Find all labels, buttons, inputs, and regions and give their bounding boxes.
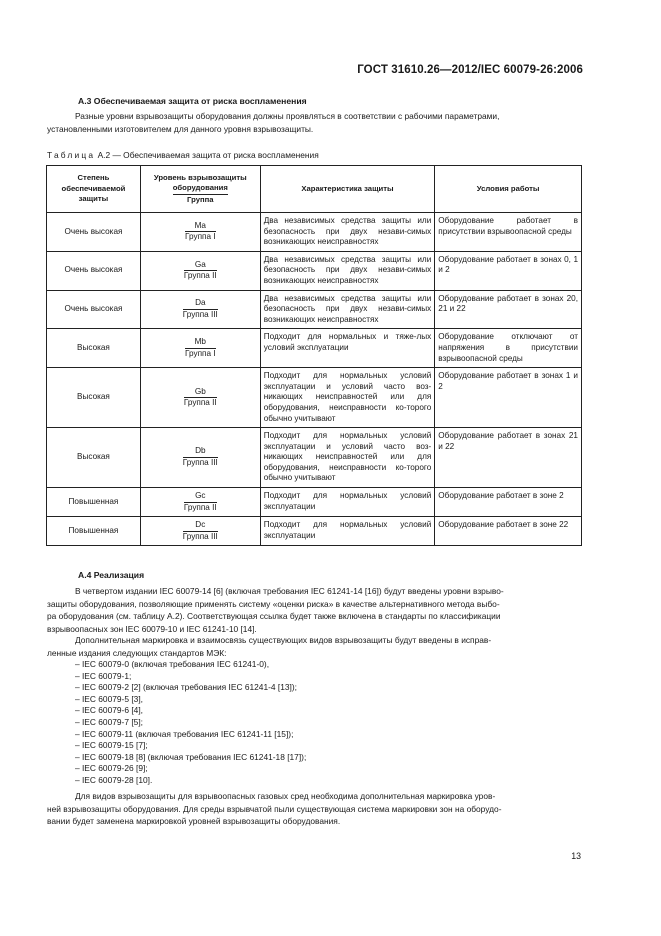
table-row [47, 428, 582, 488]
level-code: Gb [184, 387, 217, 399]
document-header: ГОСТ 31610.26—2012/IEC 60079-26:2006 [357, 64, 583, 76]
list-item: – IEC 60079-2 [2] (включая требования IEC 61241-4 [13]); [75, 682, 297, 693]
cell-conditions: Оборудование работает в зонах 0, 1 и 2 [435, 251, 582, 290]
level-code: Gc [184, 491, 217, 503]
header-level-line1: Уровень взрывозащиты [153, 172, 247, 182]
cell-degree: Очень высокая [47, 290, 141, 329]
table-header-row [47, 166, 582, 213]
level-code: Da [183, 298, 218, 310]
level-code: Ga [184, 260, 217, 272]
list-item: – IEC 60079-11 (включая требования IEC 61241-11 [15]); [75, 728, 294, 739]
level-group: Группа III [182, 309, 218, 319]
cell-characteristic: Подходит для нормальных условий эксплуатации [260, 517, 435, 546]
section-a4-paragraph-1 [47, 585, 583, 635]
cell-characteristic: Подходит для нормальных условий эксплуатации [260, 488, 435, 517]
list-item: – IEC 60079-26 [9]; [75, 763, 148, 774]
text-line: ра оборудования (см. таблицу А.2). Соответствующая ссылка будет также включена в стандарты по классификации [47, 611, 501, 622]
text-line: защиты оборудования, позволяющие применять систему «оценки риска» в качестве альтернативного метода выбо- [47, 598, 500, 609]
cell-characteristic: Подходит для нормальных условий эксплуатации и условий часто воз-никающих неисправностей или для оборудования, неисправности ко-торого обычно учитывают [260, 368, 435, 428]
header-level [140, 166, 260, 213]
header-level-line3: Группа [187, 194, 214, 204]
cell-characteristic: Два независимых средства защиты или безопасность при двух незави-симых возникающих неисправностях [260, 213, 435, 252]
cell-conditions: Оборудование работает в зонах 21 и 22 [435, 428, 582, 488]
cell-conditions: Оборудование работает в зонах 1 и 2 [435, 368, 582, 428]
level-group: Группа III [182, 458, 218, 468]
list-item: – IEC 60079-0 (включая требования IEC 61241-0), [75, 659, 270, 669]
text-line: Разные уровни взрывозащиты оборудования должны проявляться в соответствии с рабочими параметрами, [75, 111, 500, 121]
text-line: установленными изготовителем для данного уровня взрывозащиты. [47, 123, 314, 134]
cell-characteristic: Два независимых средства защиты или безопасность при двух незави-симых возникающих неисправностях [260, 290, 435, 329]
table-row [47, 488, 582, 517]
level-code: Mb [185, 337, 216, 349]
list-item: – IEC 60079-7 [5]; [75, 716, 143, 727]
header-level-line2: оборудования [173, 183, 228, 194]
level-group: Группа II [183, 502, 217, 512]
table-row [47, 290, 582, 329]
text-line: взрывоопасных зон IEC 60079-10 и IEC 61241-10 [14]. [47, 623, 257, 634]
list-item: – IEC 60079-15 [7]; [75, 740, 148, 751]
text-line: ней взрывозащиты оборудования. Для среды взрывчатой пыли существующая система маркировки зон на оборудо- [47, 803, 502, 814]
text-line: вании будет заменена маркировкой уровней взрывозащиты оборудования. [47, 816, 341, 827]
cell-level [140, 213, 260, 252]
list-item: – IEC 60079-28 [10]. [75, 774, 153, 785]
level-group: Группа I [185, 232, 216, 242]
cell-characteristic: Подходит для нормальных и тяже-лых условий эксплуатации [260, 329, 435, 368]
cell-level [140, 251, 260, 290]
level-group: Группа I [185, 348, 216, 358]
level-code: Ma [185, 221, 216, 233]
cell-level [140, 368, 260, 428]
level-group: Группа II [183, 398, 217, 408]
text-line: Для видов взрывозащиты для взрывоопасных газовых сред необходима дополнительная маркировка уров- [75, 791, 496, 801]
level-group: Группа II [183, 271, 217, 281]
list-item: – IEC 60079-5 [3], [75, 693, 143, 704]
section-a3-title: А.3 Обеспечиваемая защита от риска воспламенения [78, 96, 307, 106]
cell-level [140, 488, 260, 517]
list-item: – IEC 60079-18 [8] (включая требования IEC 61241-18 [17]); [75, 751, 307, 762]
cell-level [140, 329, 260, 368]
cell-degree: Очень высокая [47, 251, 141, 290]
cell-level [140, 517, 260, 546]
section-a3-paragraph [47, 110, 583, 135]
cell-characteristic: Два независимых средства защиты или безопасность при двух незави-симых возникающих неисправностях [260, 251, 435, 290]
standards-list [75, 659, 306, 787]
header-conditions: Условия работы [435, 166, 582, 213]
table-row [47, 329, 582, 368]
text-line: Дополнительная маркировка и взаимосвязь существующих видов взрывозащиты будут введены в исправ- [75, 635, 492, 645]
table-caption-prefix: Таблица [47, 150, 96, 160]
header-characteristic: Характеристика защиты [260, 166, 435, 213]
list-item: – IEC 60079-1; [75, 670, 132, 681]
table-row [47, 517, 582, 546]
level-code: Dc [183, 520, 218, 532]
cell-level [140, 290, 260, 329]
table-caption-text: А.2 — Обеспечиваемая защита от риска воспламенения [95, 150, 319, 160]
cell-degree: Очень высокая [47, 213, 141, 252]
table-row [47, 213, 582, 252]
cell-conditions: Оборудование работает в присутствии взрывоопасной среды [435, 213, 582, 252]
page-number: 13 [571, 851, 581, 861]
cell-conditions: Оборудование отключают от напряжения в присутствии взрывоопасной среды [435, 329, 582, 368]
cell-degree: Повышенная [47, 517, 141, 546]
cell-degree: Повышенная [47, 488, 141, 517]
cell-degree: Высокая [47, 368, 141, 428]
cell-conditions: Оборудование работает в зоне 22 [435, 517, 582, 546]
table-row [47, 368, 582, 428]
level-code: Db [183, 446, 218, 458]
text-line: В четвертом издании IEC 60079-14 [6] (включая требования IEC 61241-14 [16]) будут введены уровни взрыво- [75, 586, 504, 596]
list-item: – IEC 60079-6 [4], [75, 705, 143, 716]
cell-conditions: Оборудование работает в зоне 2 [435, 488, 582, 517]
header-degree: Степень обеспечиваемой защиты [47, 166, 141, 213]
protection-table [46, 165, 582, 546]
section-a4-paragraph-2 [47, 634, 583, 659]
cell-degree: Высокая [47, 329, 141, 368]
cell-conditions: Оборудование работает в зонах 20, 21 и 22 [435, 290, 582, 329]
table-caption [47, 150, 319, 160]
cell-degree: Высокая [47, 428, 141, 488]
cell-characteristic: Подходит для нормальных условий эксплуатации и условий часто воз-никающих неисправностей или для оборудования, неисправности ко-торого обычно учитывают [260, 428, 435, 488]
table-row [47, 251, 582, 290]
level-group: Группа III [182, 531, 218, 541]
text-line: ленные издания следующих стандартов МЭК: [47, 647, 227, 658]
section-a4-paragraph-3 [47, 790, 583, 828]
cell-level [140, 428, 260, 488]
section-a4-title: А.4 Реализация [78, 570, 145, 580]
